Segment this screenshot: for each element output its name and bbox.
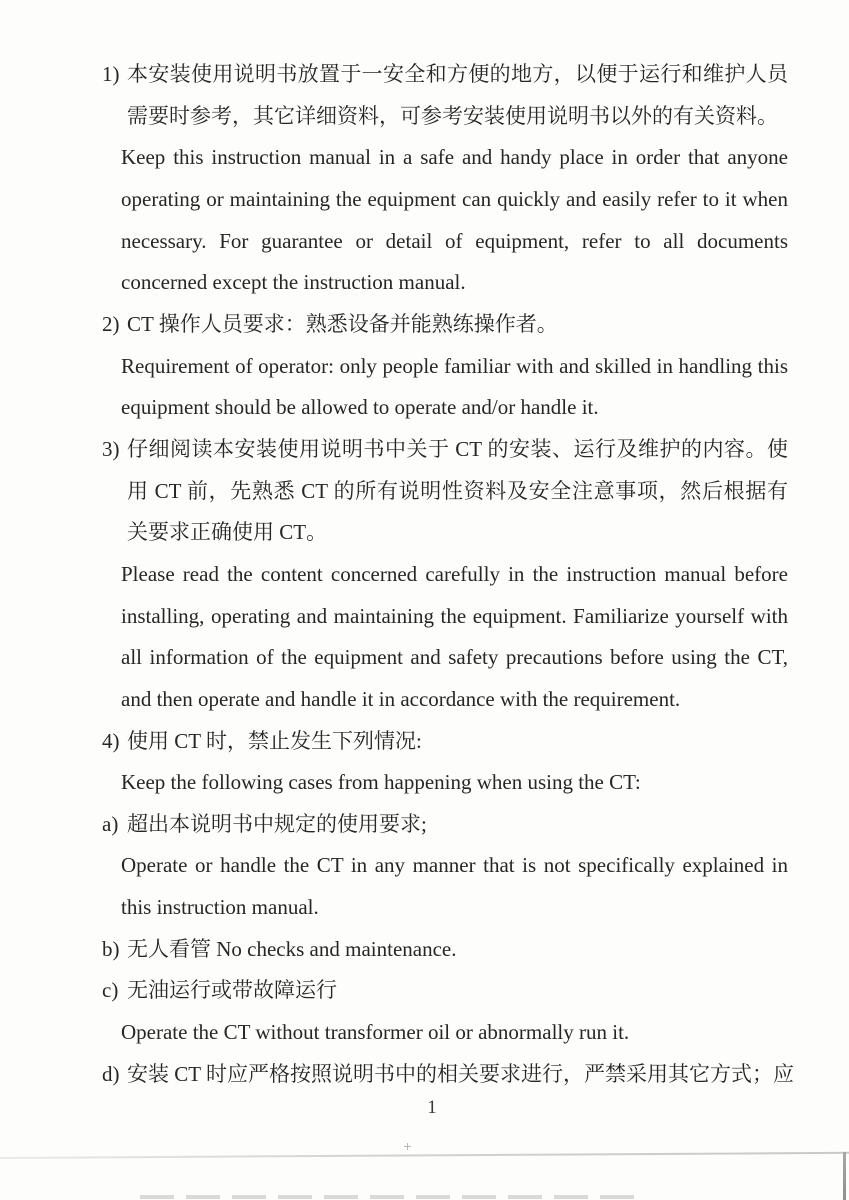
list-item-marker: 2): [102, 311, 120, 336]
list-item-b: [102, 929, 788, 971]
list-item-body: [127, 929, 788, 971]
paragraph-zh: 本安装使用说明书放置于一安全和方便的地方，以便于运行和维护人员需要时参考，其它详细资料，可参考安装使用说明书以外的有关资料。: [127, 62, 788, 128]
list-item-body: [121, 304, 788, 429]
paragraph-zh: 超出本说明书中规定的使用要求;: [127, 811, 427, 836]
list-item-c: [102, 970, 788, 1053]
list-item-marker: d): [102, 1061, 120, 1086]
list-item-marker: 3): [102, 436, 120, 461]
paragraph-en: Operate the CT without transformer oil or abnormally run it.: [121, 1020, 630, 1045]
scanner-edge-right: [843, 1152, 846, 1200]
list-item-body: [121, 804, 788, 929]
paragraph-zh: 无油运行或带故障运行: [127, 978, 337, 1003]
scanner-bottom-strip: [140, 1195, 638, 1199]
list-item-body: [121, 54, 788, 304]
list-item-body: [121, 721, 788, 804]
paragraph-zh: 使用 CT 时，禁止发生下列情况:: [127, 728, 422, 753]
list-item-marker: 1): [102, 62, 120, 86]
paragraph-zh: 安装 CT 时应严格按照说明书中的相关要求进行，严禁采用其它方式；应: [127, 1061, 794, 1086]
paper-edge-line: [0, 1152, 849, 1159]
list-item-a: [102, 804, 788, 929]
paragraph-en: Please read the content concerned carefully in the instruction manual before installing, operating and maintaining the equipment. Familiarize yourself with all information of the equipment and safety precautions before using the CT, and then operate and handle it in accordance with the requirement.: [121, 561, 788, 711]
paragraph-en: Requirement of operator: only people familiar with and skilled in handling this equipment should be allowed to operate and/or handle it.: [121, 353, 788, 420]
list-item-marker: b): [102, 936, 120, 961]
paragraph-zh: 无人看管 No checks and maintenance.: [127, 936, 457, 961]
page-number: 1: [427, 1097, 437, 1118]
paragraph-zh: CT 操作人员要求：熟悉设备并能熟练操作者。: [127, 311, 558, 336]
list-item-marker: a): [102, 811, 119, 836]
list-item-2: [102, 304, 788, 429]
list-item-body: [121, 429, 788, 721]
list-item-4: [102, 721, 788, 804]
list-item-1: [102, 54, 788, 304]
document-page: [102, 54, 794, 1095]
list-item-body: [121, 970, 788, 1053]
list-item-marker: c): [102, 978, 119, 1003]
list-item-marker: 4): [102, 728, 120, 753]
paragraph-en: Operate or handle the CT in any manner that is not specifically explained in this instruction manual.: [121, 853, 788, 920]
paragraph-zh: 仔细阅读本安装使用说明书中关于 CT 的安装、运行及维护的内容。使用 CT 前，先熟悉 CT 的所有说明性资料及安全注意事项，然后根据有关要求正确使用 CT。: [127, 436, 788, 545]
list-item-body: [127, 1054, 794, 1096]
scan-speck: [404, 1146, 411, 1147]
list-item-d: [102, 1054, 794, 1096]
paragraph-en: Keep the following cases from happening when using the CT:: [121, 770, 641, 795]
list-item-3: [102, 429, 788, 721]
paragraph-en: Keep this instruction manual in a safe and handy place in order that anyone operating or maintaining the equipment can quickly and easily refer to it when necessary. For guarantee or detail of equipment, refer to all documents concerned except the instruction manual.: [121, 145, 788, 295]
